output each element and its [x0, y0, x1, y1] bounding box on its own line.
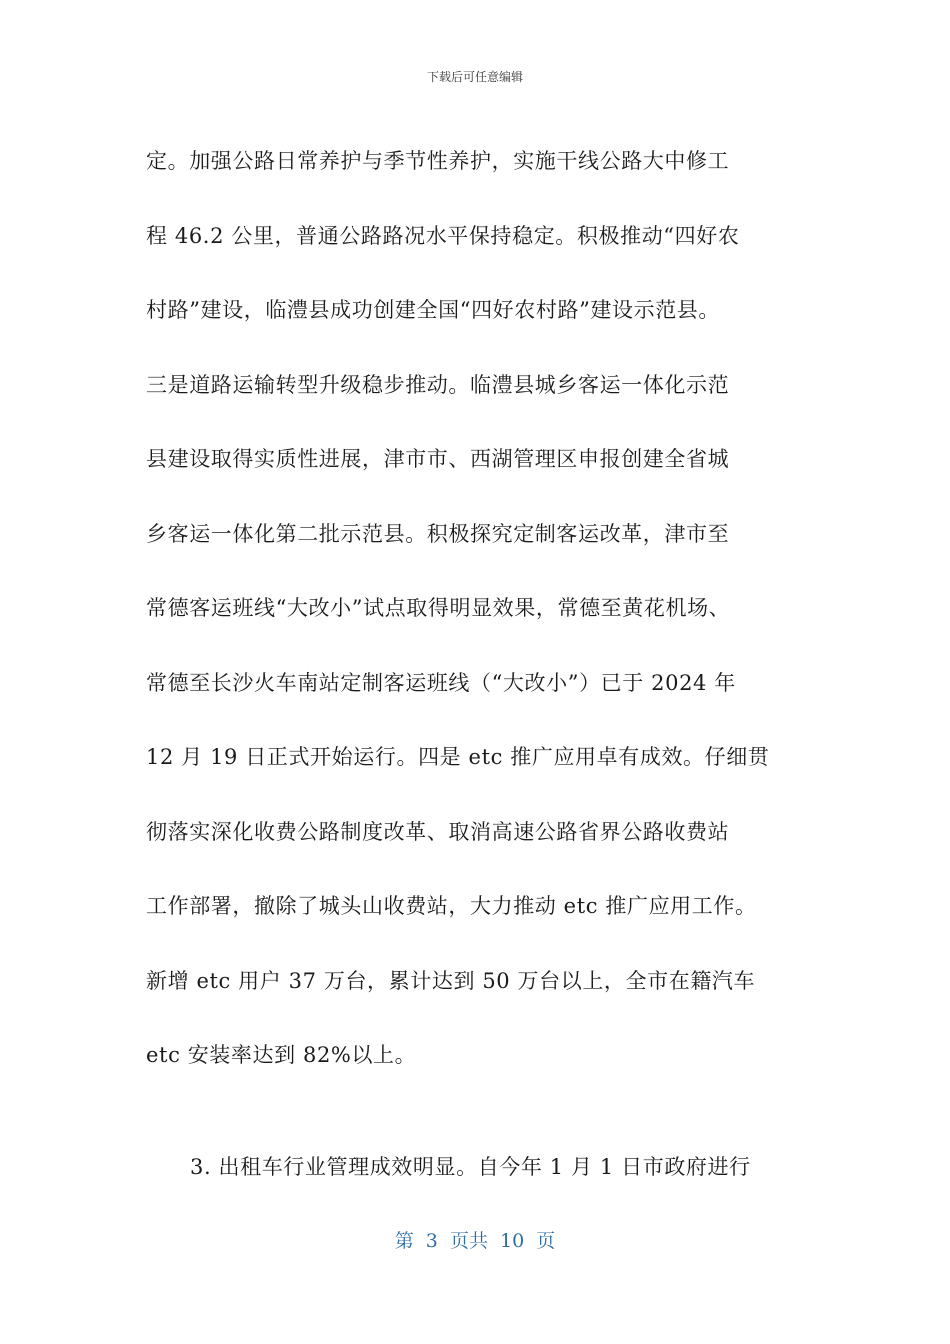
paragraph-gap — [146, 1093, 816, 1130]
text-line: 新增 etc 用户 37 万台，累计达到 50 万台以上，全市在籍汽车 — [146, 968, 756, 993]
text-line: 村路”建设，临澧县成功创建全国“四好农村路”建设示范县。 — [146, 298, 721, 322]
text-line: 3. 出租车行业管理成效明显。自今年 1 月 1 日市政府进行 — [190, 1154, 751, 1179]
text-line: 12 月 19 日正式开始运行。四是 etc 推广应用卓有成效。仔细贯 — [146, 745, 770, 769]
text-line: etc 安装率达到 82%以上。 — [146, 1043, 417, 1067]
document-body — [146, 124, 816, 1204]
text-line: 彻落实深化收费公路制度改革、取消高速公路省界公路收费站 — [146, 819, 730, 844]
header-note: 下载后可任意编辑 — [426, 70, 523, 84]
text-line: 常德至长沙火车南站定制客运班线（“大改小”）已于 2024 年 — [146, 670, 736, 695]
text-line: 三是道路运输转型升级稳步推动。临澧县城乡客运一体化示范 — [146, 372, 730, 397]
text-line: 乡客运一体化第二批示范县。积极探究定制客运改革，津市至 — [146, 521, 730, 546]
page-number: 第 3 页共 10 页 — [394, 1230, 556, 1252]
text-line: 常德客运班线“大改小”试点取得明显效果，常德至黄花机场、 — [146, 596, 731, 620]
text-line: 程 46.2 公里，普通公路路况水平保持稳定。积极推动“四好农 — [146, 223, 740, 248]
text-line: 工作部署，撤除了城头山收费站，大力推动 etc 推广应用工作。 — [146, 894, 757, 918]
text-line: 定。加强公路日常养护与季节性养护，实施干线公路大中修工 — [146, 149, 730, 173]
text-line: 县建设取得实质性进展，津市市、西湖管理区申报创建全省城 — [146, 447, 730, 471]
